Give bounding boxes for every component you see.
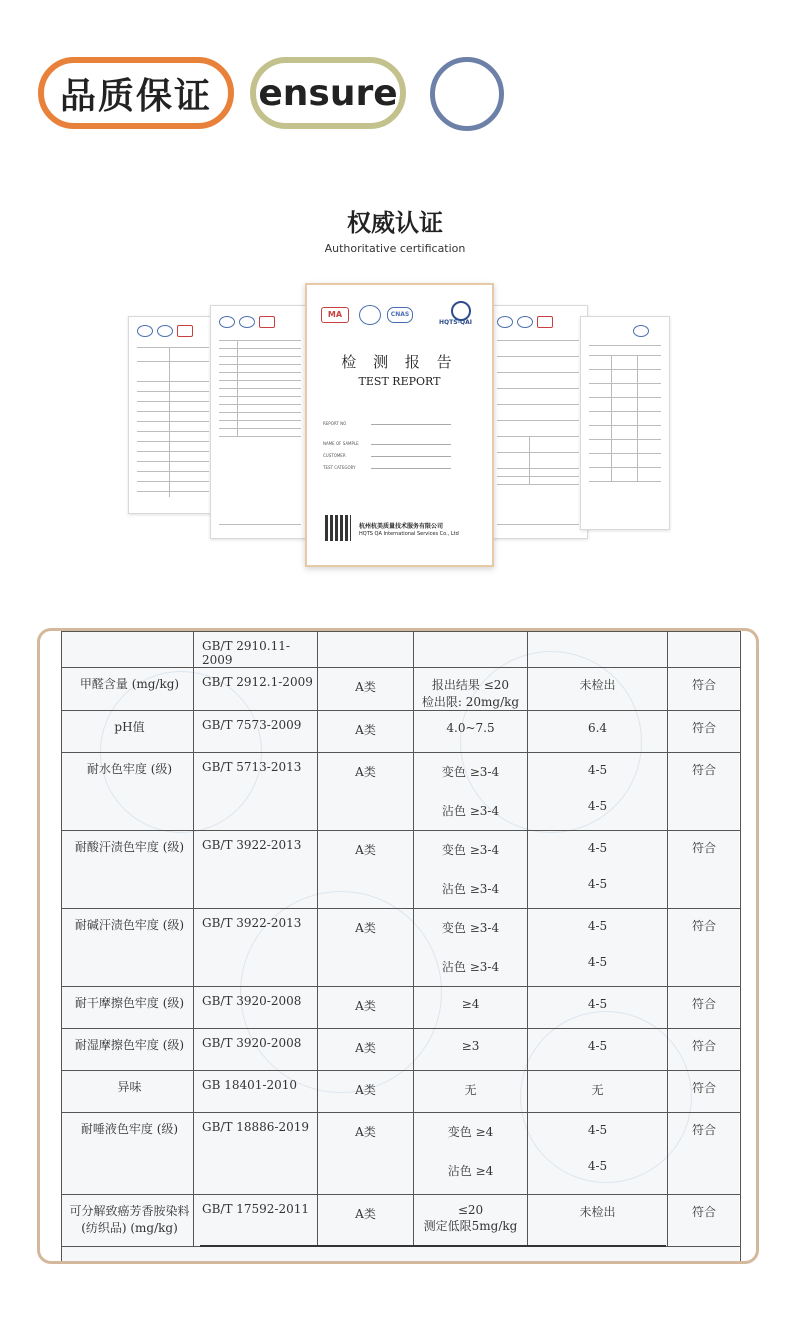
field-report-no: REPORT NO (323, 421, 347, 426)
test-result (528, 1113, 668, 1195)
table-row (62, 1029, 741, 1071)
section-title: 权威认证 (347, 209, 443, 237)
certificate-doc-left (210, 305, 310, 539)
requirement-value: 沾色 ≥3-4 (441, 882, 500, 896)
result-value: 未检出 (579, 678, 616, 692)
test-standard: GB/T 5713-2013 (194, 753, 318, 831)
certificate-doc-far-right (580, 316, 670, 530)
test-result (528, 1195, 668, 1247)
report-end-line (200, 1245, 666, 1247)
test-item: pH值 (62, 711, 194, 753)
requirement-value: 沾色 ≥4 (447, 1164, 494, 1178)
test-requirement (414, 909, 528, 987)
test-standard: GB/T 7573-2009 (194, 711, 318, 753)
result-value: 4-5 (587, 955, 608, 969)
test-standard: GB/T 17592-2011 (194, 1195, 318, 1247)
requirement-value: 无 (464, 1083, 477, 1097)
table-row (62, 909, 741, 987)
test-verdict: 符合 (668, 1071, 741, 1113)
test-requirement (414, 987, 528, 1029)
table-row (62, 987, 741, 1029)
test-item: 耐酸汗渍色牢度 (级) (62, 831, 194, 909)
cnas-logo: CNAS (387, 307, 413, 323)
test-item: 异味 (62, 1071, 194, 1113)
test-item: 耐碱汗渍色牢度 (级) (62, 909, 194, 987)
empty-cell (62, 1247, 741, 1265)
test-standard: GB/T 3920-2008 (194, 1029, 318, 1071)
test-requirement (414, 753, 528, 831)
ensure-badge: ensure (250, 57, 406, 129)
test-standard: GB/T 3922-2013 (194, 909, 318, 987)
requirement-value: 测定低限5mg/kg (423, 1219, 518, 1233)
test-item: 甲醛含量 (mg/kg) (62, 668, 194, 711)
test-verdict: 符合 (668, 711, 741, 753)
test-standard: GB/T 18886-2019 (194, 1113, 318, 1195)
requirement-value: 变色 ≥3-4 (441, 765, 500, 779)
table-row (62, 1071, 741, 1113)
test-verdict: 符合 (668, 753, 741, 831)
certificate-doc-right (488, 305, 588, 539)
certificate-doc-main (305, 283, 494, 567)
test-result (528, 668, 668, 711)
section-subtitle: Authoritative certification (324, 242, 466, 255)
test-requirement (414, 1071, 528, 1113)
result-value: 4-5 (587, 799, 608, 813)
company-name-en: HQTS QA International Services Co., Ltd (359, 531, 459, 537)
test-verdict: 符合 (668, 1029, 741, 1071)
test-item: 可分解致癌芳香胺染料 (纺织品) (mg/kg) (62, 1195, 194, 1247)
result-value: 4-5 (587, 1039, 608, 1053)
result-value: 4-5 (587, 763, 608, 777)
report-title-zh: 检 测 报 告 (341, 353, 458, 371)
test-item: 耐湿摩擦色牢度 (级) (62, 1029, 194, 1071)
test-verdict: 符合 (668, 1195, 741, 1247)
qr-code (325, 515, 351, 541)
test-standard: GB 18401-2010 (194, 1071, 318, 1113)
result-value: 6.4 (587, 721, 608, 735)
table-row (62, 1113, 741, 1195)
test-grade: A类 (318, 1029, 414, 1071)
requirement-value: 沾色 ≥3-4 (441, 960, 500, 974)
test-grade: A类 (318, 1071, 414, 1113)
test-result (528, 1071, 668, 1113)
report-title-en: TEST REPORT (358, 375, 441, 388)
test-standard: GB/T 3920-2008 (194, 987, 318, 1029)
test-result (528, 711, 668, 753)
test-result (528, 753, 668, 831)
table-row (62, 711, 741, 753)
report-table-frame (37, 628, 759, 1264)
ring-decoration (430, 57, 504, 131)
requirement-value: 变色 ≥3-4 (441, 843, 500, 857)
requirement-value: 变色 ≥4 (447, 1125, 494, 1139)
test-requirement (414, 1029, 528, 1071)
ma-logo: MA (321, 307, 349, 323)
test-verdict: 符合 (668, 668, 741, 711)
test-item: 耐唾液色牢度 (级) (62, 1113, 194, 1195)
test-verdict (668, 632, 741, 668)
test-grade: A类 (318, 1113, 414, 1195)
test-standard: GB/T 2910.11-2009 (194, 632, 318, 668)
requirement-value: 报出结果 ≤20 (431, 678, 510, 692)
test-requirement (414, 831, 528, 909)
test-result (528, 1029, 668, 1071)
test-grade: A类 (318, 909, 414, 987)
table-row (62, 1195, 741, 1247)
result-value: 4-5 (587, 1159, 608, 1173)
requirement-value: ≥3 (461, 1039, 480, 1053)
test-grade: A类 (318, 987, 414, 1029)
quality-guarantee-badge: 品质保证 (38, 57, 234, 129)
test-item: 耐干摩擦色牢度 (级) (62, 987, 194, 1029)
result-value: 未检出 (579, 1205, 616, 1219)
requirement-value: 沾色 ≥3-4 (441, 804, 500, 818)
test-standard: GB/T 3922-2013 (194, 831, 318, 909)
test-item: 耐水色牢度 (级) (62, 753, 194, 831)
test-item (62, 632, 194, 668)
table-row (62, 831, 741, 909)
result-value: 4-5 (587, 919, 608, 933)
test-verdict: 符合 (668, 831, 741, 909)
test-grade: A类 (318, 831, 414, 909)
result-value: 4-5 (587, 877, 608, 891)
table-row (62, 753, 741, 831)
test-verdict: 符合 (668, 1113, 741, 1195)
result-value: 无 (591, 1083, 604, 1097)
field-customer: CUSTOMER (323, 453, 346, 458)
requirement-value: 检出限: 20mg/kg (421, 695, 520, 709)
field-sample-name: NAME OF SAMPLE (323, 441, 359, 446)
certificate-doc-far-left (128, 316, 218, 514)
test-requirement (414, 632, 528, 668)
test-result (528, 987, 668, 1029)
test-requirement (414, 1195, 528, 1247)
hqts-logo-text: HQTS-QAI (439, 319, 473, 326)
requirement-value: ≤20 (457, 1203, 484, 1217)
test-grade: A类 (318, 753, 414, 831)
test-result (528, 909, 668, 987)
test-result (528, 632, 668, 668)
test-grade (318, 632, 414, 668)
test-verdict: 符合 (668, 987, 741, 1029)
table-row (62, 668, 741, 711)
ilac-logo (359, 305, 381, 325)
field-test-category: TEST CATEGORY (323, 465, 356, 470)
test-results-table (61, 631, 741, 1264)
hqts-logo (451, 301, 471, 321)
company-name-zh: 杭州杭美质量技术服务有限公司 (359, 523, 444, 530)
result-value: 4-5 (587, 1123, 608, 1137)
requirement-value: ≥4 (461, 997, 480, 1011)
requirement-value: 变色 ≥3-4 (441, 921, 500, 935)
table-row-empty (62, 1247, 741, 1265)
test-requirement (414, 711, 528, 753)
table-row (62, 632, 741, 668)
test-verdict: 符合 (668, 909, 741, 987)
test-requirement (414, 1113, 528, 1195)
test-grade: A类 (318, 711, 414, 753)
test-grade: A类 (318, 1195, 414, 1247)
result-value: 4-5 (587, 997, 608, 1011)
test-standard: GB/T 2912.1-2009 (194, 668, 318, 711)
result-value: 4-5 (587, 841, 608, 855)
requirement-value: 4.0~7.5 (446, 721, 495, 735)
test-grade: A类 (318, 668, 414, 711)
test-requirement (414, 668, 528, 711)
test-result (528, 831, 668, 909)
